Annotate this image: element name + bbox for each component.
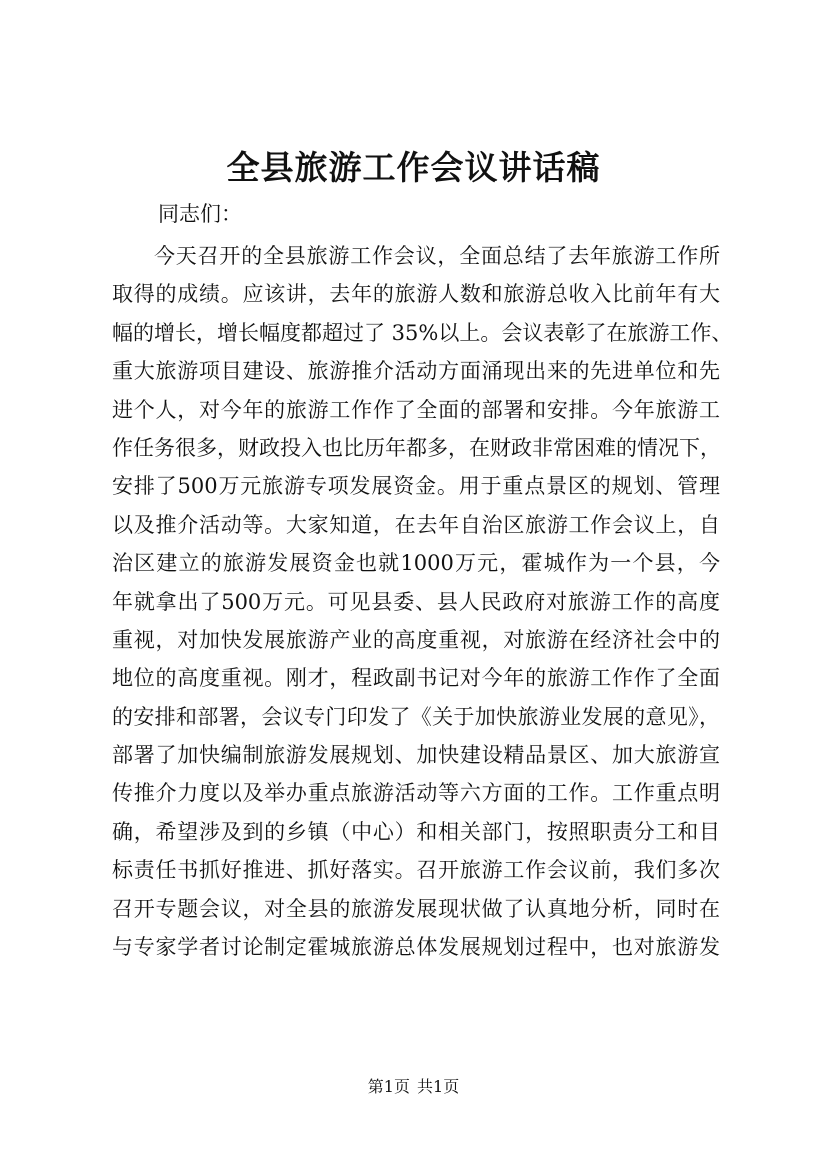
paragraph-line: 传推介力度以及举办重点旅游活动等六方面的工作。工作重点明 (112, 781, 720, 806)
paragraph-line: 安排了500万元旅游专项发展资金。用于重点景区的规划、管理 (112, 474, 720, 499)
paragraph-line: 召开专题会议，对全县的旅游发展现状做了认真地分析，同时在 (112, 896, 720, 921)
document-title: 全县旅游工作会议讲话稿 (226, 148, 601, 187)
paragraph-line: 重大旅游项目建设、旅游推介活动方面涌现出来的先进单位和先 (112, 359, 720, 384)
page-footer: 第1页 共1页 (367, 1077, 460, 1096)
paragraph-line: 的安排和部署，会议专门印发了《关于加快旅游业发展的意见》， (112, 704, 720, 729)
body-paragraph (112, 237, 733, 966)
paragraph-line: 重视，对加快发展旅游产业的高度重视，对旅游在经济社会中的 (112, 627, 720, 652)
paragraph-line: 作任务很多，财政投入也比历年都多，在财政非常困难的情况下， (112, 435, 721, 460)
paragraph-line: 与专家学者讨论制定霍城旅游总体发展规划过程中，也对旅游发 (112, 935, 720, 960)
paragraph-line: 以及推介活动等。大家知道，在去年自治区旅游工作会议上，自 (112, 512, 720, 537)
paragraph-line: 标责任书抓好推进、抓好落实。召开旅游工作会议前，我们多次 (112, 858, 720, 883)
paragraph-line: 幅的增长，增长幅度都超过了 35%以上。会议表彰了在旅游工作、 (112, 320, 733, 345)
paragraph-line: 治区建立的旅游发展资金也就1000万元，霍城作为一个县，今 (112, 551, 720, 576)
paragraph-line: 确，希望涉及到的乡镇（中心）和相关部门，按照职责分工和目 (112, 819, 720, 844)
paragraph-line: 地位的高度重视。刚才，程政副书记对今年的旅游工作作了全面 (112, 666, 720, 691)
salutation: 同志们： (158, 202, 242, 226)
paragraph-line: 年就拿出了500万元。可见县委、县人民政府对旅游工作的高度 (112, 589, 720, 614)
paragraph-line: 今天召开的全县旅游工作会议，全面总结了去年旅游工作所 (154, 244, 720, 268)
paragraph-line: 取得的成绩。应该讲，去年的旅游人数和旅游总收入比前年有大 (112, 282, 720, 307)
paragraph-line: 部署了加快编制旅游发展规划、加快建设精品景区、加大旅游宣 (112, 743, 720, 768)
paragraph-line: 进个人，对今年的旅游工作作了全面的部署和安排。今年旅游工 (112, 397, 720, 422)
